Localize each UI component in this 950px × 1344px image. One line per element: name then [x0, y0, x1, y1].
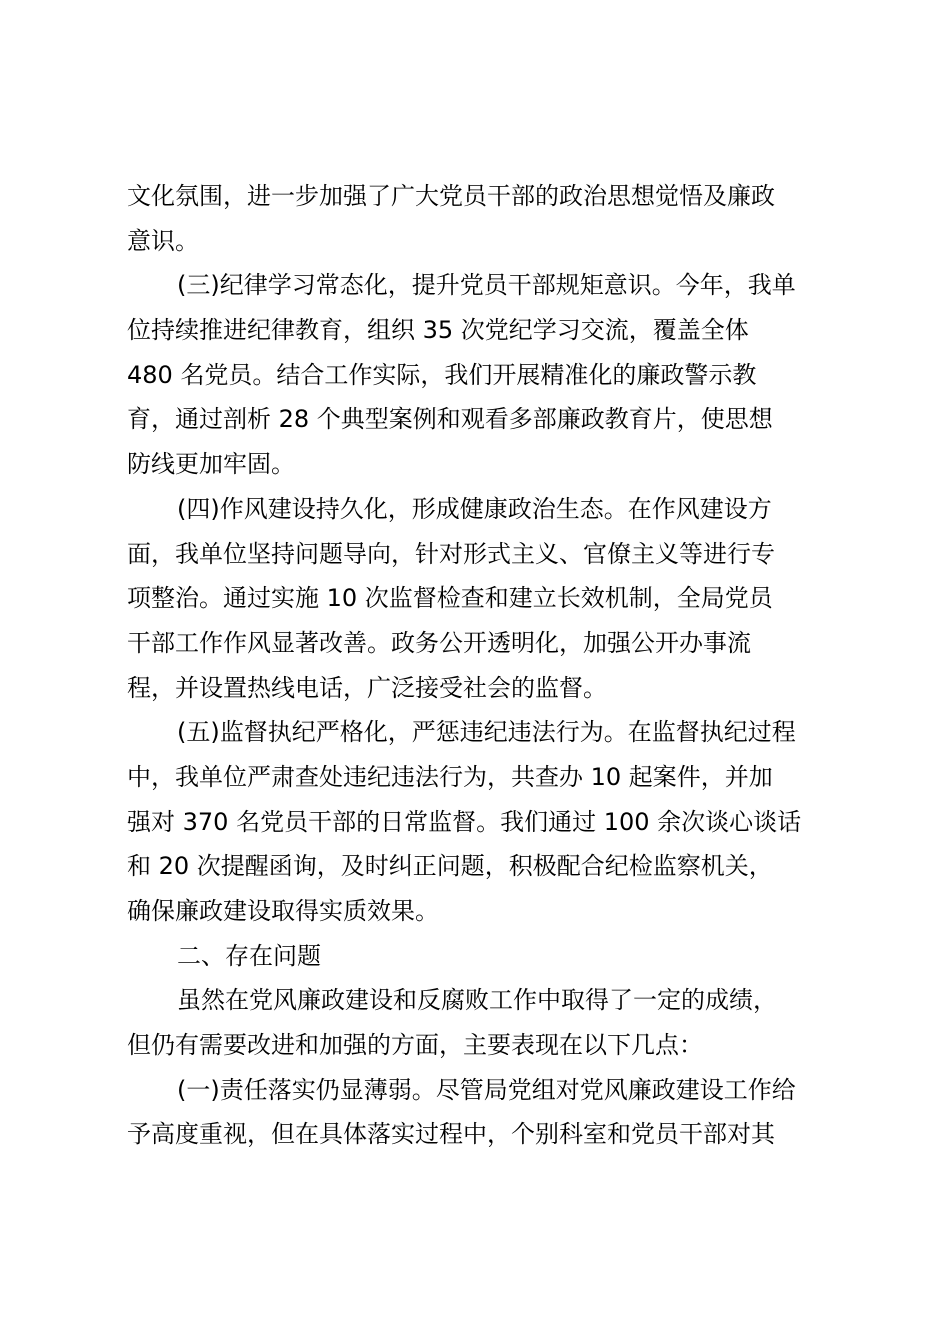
paragraph-line: 和 20 次提醒函询，及时纠正问题，积极配合纪检监察机关，: [127, 852, 773, 881]
paragraph-line: (一)责任落实仍显薄弱。尽管局党组对党风廉政建设工作给: [177, 1075, 796, 1104]
paragraph-line: (四)作风建设持久化，形成健康政治生态。在作风建设方: [177, 494, 772, 523]
paragraph-line: 防线更加牢固。: [127, 450, 295, 479]
document-body: [127, 174, 827, 1157]
paragraph-line: 干部工作作风显著改善。政务公开透明化，加强公开办事流: [127, 628, 751, 657]
paragraph-line: 文化氛围，进一步加强了广大党员干部的政治思想觉悟及廉政: [127, 182, 775, 210]
paragraph-line: 虽然在党风廉政建设和反腐败工作中取得了一定的成绩，: [177, 986, 777, 1015]
paragraph-line: 意识。: [127, 226, 199, 255]
paragraph-line: 予高度重视，但在具体落实过程中，个别科室和党员干部对其: [127, 1120, 775, 1149]
paragraph-line: 中，我单位严肃查处违纪违法行为，共查办 10 起案件，并加: [127, 762, 773, 791]
paragraph-line: 育，通过剖析 28 个典型案例和观看多部廉政教育片，使思想: [127, 405, 773, 434]
paragraph-line: 确保廉政建设取得实质效果。: [127, 897, 439, 925]
paragraph-line: (五)监督执纪严格化，严惩违纪违法行为。在监督执纪过程: [177, 718, 796, 747]
paragraph-line: 480 名党员。结合工作实际，我们开展精准化的廉政警示教: [127, 360, 757, 389]
paragraph-line: (三)纪律学习常态化，提升党员干部规矩意识。今年，我单: [177, 271, 796, 300]
paragraph-line: 面，我单位坚持问题导向，针对形式主义、官僚主义等进行专: [127, 539, 775, 568]
paragraph-line: 程，并设置热线电话，广泛接受社会的监督。: [127, 673, 607, 702]
paragraph-line: 强对 370 名党员干部的日常监督。我们通过 100 余次谈心谈话: [127, 807, 802, 836]
paragraph-line: 项整治。通过实施 10 次监督检查和建立长效机制，全局党员: [127, 584, 773, 613]
paragraph-line: 但仍有需要改进和加强的方面，主要表现在以下几点：: [127, 1031, 703, 1060]
paragraph-line: 位持续推进纪律教育，组织 35 次党纪学习交流，覆盖全体: [127, 316, 749, 345]
section-heading: 二、存在问题: [177, 941, 321, 970]
